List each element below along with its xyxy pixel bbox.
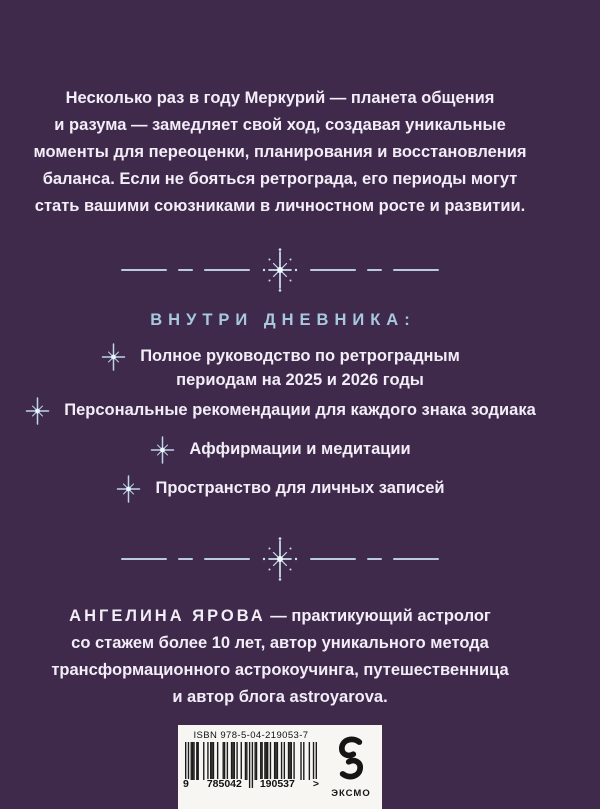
list-item: [149, 437, 410, 470]
barcode-digit-lead: 9: [183, 778, 189, 790]
intro-line: Несколько раз в году Меркурий — планета общения: [65, 89, 495, 107]
author-name: АНГЕЛИНА ЯРОВА: [69, 607, 266, 625]
isbn-text: ISBN 978-5-04-219053-7: [193, 730, 309, 741]
divider-line: [121, 269, 167, 271]
barcode-box: [178, 725, 382, 809]
barcode-group1: 785042: [206, 778, 242, 790]
divider-line: [178, 269, 193, 271]
divider-line: [178, 558, 193, 560]
barcode-area: [178, 725, 324, 809]
sparkle-star-icon: [258, 248, 302, 292]
intro-paragraph: [33, 85, 526, 220]
divider-line: [367, 269, 382, 271]
star-bullet-icon: [115, 474, 142, 509]
intro-line: стать вашими союзниками в личностном росте и развитии.: [34, 197, 526, 215]
barcode-group2: 190537: [259, 778, 295, 790]
list-item-text: Аффирмации и медитации: [189, 440, 411, 458]
content-column: [33, 0, 536, 809]
author-bio: [51, 603, 508, 711]
divider-line: [204, 558, 250, 560]
divider-line: [367, 558, 382, 560]
list-item-text: Полное руководство по ретроградным периодам на 2025 и 2026 годы: [140, 347, 460, 389]
divider-line: [204, 269, 250, 271]
author-line-rest: — практикующий астролог: [265, 607, 491, 625]
divider-line: [310, 558, 356, 560]
intro-line: баланса. Если не бояться ретрограда, его периоды могут: [42, 170, 518, 188]
list-item-text: Пространство для личных записей: [155, 479, 445, 497]
divider-line: [393, 558, 439, 560]
contents-heading: ВНУТРИ ДНЕВНИКА:: [150, 311, 416, 329]
barcode-digits: [182, 779, 320, 790]
barcode-trail: >: [312, 778, 319, 790]
star-bullet-icon: [100, 342, 127, 377]
author-line: со стажем более 10 лет, автор уникального метода: [71, 634, 489, 652]
eksmo-logo-icon: [332, 736, 370, 785]
list-item: [24, 398, 536, 431]
divider-line: [121, 558, 167, 560]
list-item: [115, 476, 444, 509]
divider-line: [310, 269, 356, 271]
publisher-name: ЭКСМО: [331, 787, 371, 799]
intro-line: моменты для переоценки, планирования и восстановления: [33, 143, 527, 161]
star-bullet-icon: [24, 396, 51, 431]
list-item: [100, 344, 460, 392]
star-divider: [121, 537, 439, 581]
divider-line: [393, 269, 439, 271]
author-line: [51, 603, 508, 630]
publisher-logo-area: [324, 725, 382, 809]
star-divider: [121, 248, 439, 292]
intro-line: и разума — замедляет свой ход, создавая уникальные: [54, 116, 506, 134]
list-item-text: Персональные рекомендации для каждого знака зодиака: [64, 401, 536, 419]
star-bullet-icon: [149, 435, 176, 470]
contents-list: [24, 344, 536, 509]
sparkle-star-icon: [258, 537, 302, 581]
author-line: трансформационного астрокоучинга, путешественница: [51, 661, 509, 679]
author-line: и автор блога astroyarova.: [172, 688, 388, 706]
